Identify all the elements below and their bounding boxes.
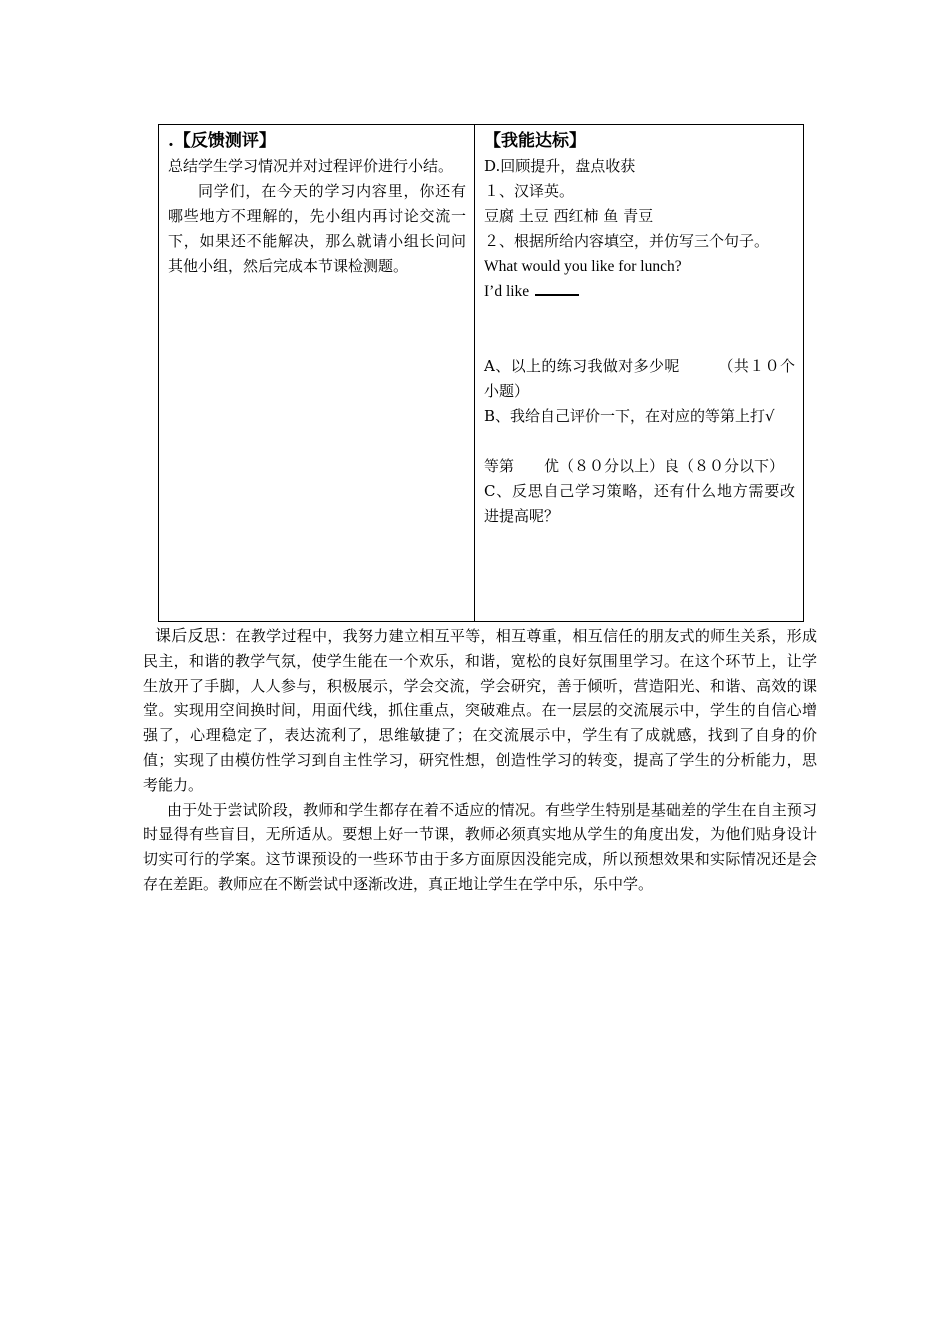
feedback-intro: 总结学生学习情况并对过程评价进行小结。: [168, 157, 454, 175]
exercise-1-label: １、汉译英。: [484, 182, 575, 200]
exercise-2-label: ２、根据所给内容填空，并仿写三个句子。: [484, 232, 770, 250]
answer-english-text: I’d like: [484, 283, 530, 300]
spacer: [484, 429, 795, 454]
feedback-heading-text: 【反馈测评】: [173, 131, 276, 151]
answer-blank[interactable]: [535, 279, 579, 296]
goal-cell: [475, 125, 803, 621]
reflection-paragraph-2: 由于处于尝试阶段，教师和学生都存在着不适应的情况。有些学生特别是基础差的学生在自主预习时显得有些盲目，无所适从。要想上好一节课，教师必须真实地从学生的角度出发，为他们贴身设计切实可行的学案。这节课预设的一些环节由于多方面原因没能完成，所以预想效果和实际情况还是会存在差距。教师应在不断尝试中逐渐改进，真正地让学生在学中乐，乐中学。: [143, 800, 817, 893]
lesson-table: [158, 124, 804, 622]
self-eval-a: A、以上的练习我做对多少呢 （共１０个小题）: [484, 357, 795, 400]
spacer: [484, 304, 795, 354]
feedback-cell: [159, 125, 475, 621]
vocabulary-words: 豆腐 土豆 西红柿 鱼 青豆: [484, 207, 654, 225]
answer-english: [484, 279, 795, 304]
heading-prefix: .: [168, 131, 174, 151]
reflection-label: 课后反思: [155, 626, 221, 645]
post-lesson-reflection: [143, 624, 817, 897]
self-eval-b: B、我给自己评价一下，在对应的等第上打√: [484, 407, 775, 425]
reflection-para1-text: ：在教学过程中，我努力建立相互平等，相互尊重，相互信任的朋友式的师生关系，形成民主，和谐的教学气氛，使学生能在一个欢乐，和谐，宽松的良好氛围里学习。在这个环节上，让学生放开了手脚，人人参与，积极展示，学会交流，学会研究，善于倾听，营造阳光、和谐、高效的课堂。实现用空间换时间，用面代线，抓住重点，突破难点。在一层层的交流展示中，学生的自信心增强了，心理稳定了，表达流利了，思维敏捷了；在交流展示中，学生有了成就感，找到了自身的价值；实现了由模仿性学习到自主性学习，研究性想，创造性学习的转变，提高了学生的分析能力，思考能力。: [143, 627, 817, 794]
question-english: What would you like for lunch?: [484, 258, 682, 275]
self-eval-c: C、反思自己学习策略，还有什么地方需要改进提高呢？: [484, 482, 795, 525]
feedback-heading: [168, 129, 466, 154]
section-d-title: D.回顾提升，盘点收获: [484, 157, 636, 175]
grade-line: 等第 优（８０分以上）良（８０分以下）: [484, 457, 785, 475]
feedback-body: 同学们，在今天的学习内容里，你还有哪些地方不理解的，先小组内再讨论交流一下，如果还不能解决，那么就请小组长问问其他小组，然后完成本节课检测题。: [168, 182, 466, 275]
goal-heading: 【我能达标】: [484, 131, 586, 151]
reflection-paragraph-1: [143, 624, 817, 798]
